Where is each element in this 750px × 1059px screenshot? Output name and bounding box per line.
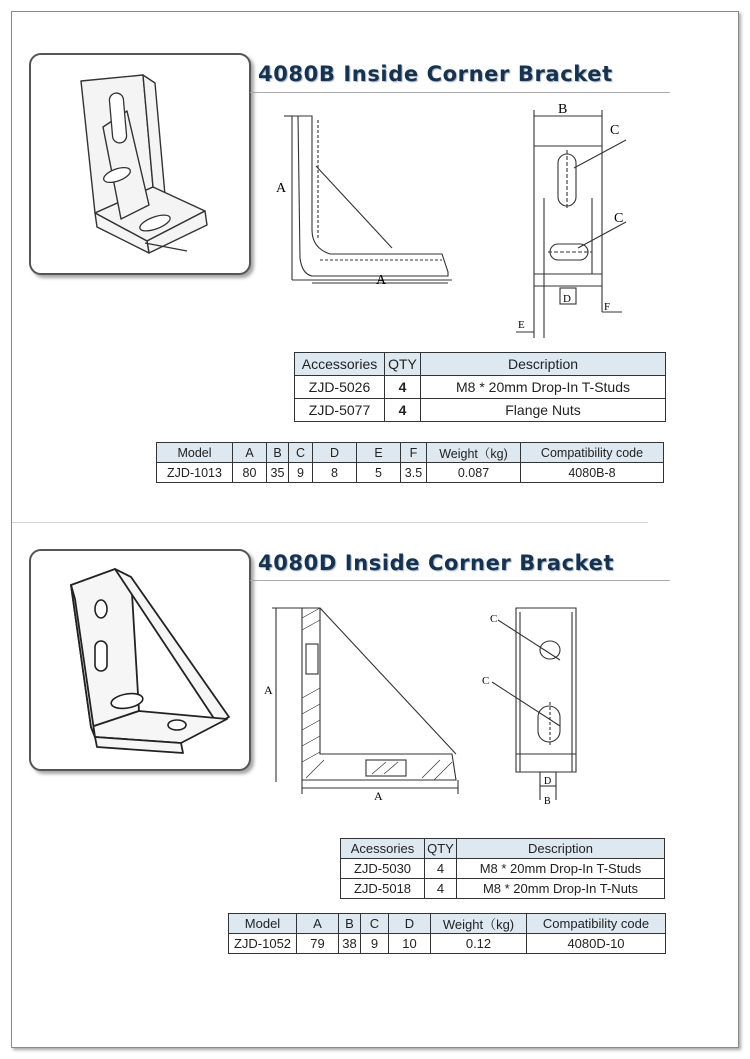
spec-cell: 80 — [233, 463, 267, 483]
dim-a-bottom: A — [376, 273, 387, 288]
spec-cell: 79 — [297, 934, 339, 954]
spec-header: D — [389, 914, 431, 934]
spec-header: B — [339, 914, 361, 934]
spec-cell: 8 — [313, 463, 357, 483]
dim-f: F — [604, 301, 611, 313]
table-row — [341, 859, 665, 879]
spec-header: C — [289, 443, 313, 463]
dim-c-lower-2: C — [482, 675, 490, 687]
table-row — [295, 399, 666, 422]
bracket-4080d-photo — [29, 549, 251, 771]
spec-cell: 4080B-8 — [521, 463, 664, 483]
dim-b-2: B — [544, 796, 551, 807]
spec-header: Compatibility code — [521, 443, 664, 463]
spec-cell: 38 — [339, 934, 361, 954]
section1-title: 4080B Inside Corner Bracket — [258, 62, 613, 86]
acc-cell: 4 — [385, 376, 421, 399]
acc-cell: 4 — [425, 879, 457, 899]
table-row — [229, 934, 666, 954]
spec-cell: 10 — [389, 934, 431, 954]
spec-header: Weight（kg) — [431, 914, 527, 934]
dim-c-lower: C — [614, 211, 624, 226]
spec-header: Compatibility code — [527, 914, 666, 934]
table-row — [295, 376, 666, 399]
acc-cell: ZJD-5030 — [341, 859, 425, 879]
acc-cell: ZJD-5018 — [341, 879, 425, 899]
accessories-table-4080b — [294, 352, 666, 422]
spec-cell: ZJD-1052 — [229, 934, 297, 954]
acc-header-accessories: Accessories — [295, 353, 385, 376]
dim-e: E — [518, 319, 525, 331]
dim-c-upper: C — [610, 123, 620, 138]
spec-cell: 9 — [361, 934, 389, 954]
acc-cell: 4 — [425, 859, 457, 879]
accessories-table-4080d — [340, 838, 665, 899]
bracket-4080b-front-drawing — [508, 98, 658, 342]
acc-cell: M8 * 20mm Drop-In T-Studs — [457, 859, 665, 879]
spec-header: Weight（kg) — [427, 443, 521, 463]
acc-header-qty: QTY — [385, 353, 421, 376]
spec-header: C — [361, 914, 389, 934]
dim-a-side-2: A — [264, 683, 273, 697]
spec-cell: 0.087 — [427, 463, 521, 483]
acc-cell: ZJD-5077 — [295, 399, 385, 422]
bracket-4080b-photo — [29, 53, 251, 275]
table-row — [341, 879, 665, 899]
section2-title-rule — [250, 580, 670, 581]
spec-header: Model — [157, 443, 233, 463]
acc-header-qty: QTY — [425, 839, 457, 859]
spec-table-4080b — [156, 442, 664, 483]
section2-title: 4080D Inside Corner Bracket — [258, 551, 615, 575]
spec-header: B — [267, 443, 289, 463]
dim-b: B — [558, 102, 568, 117]
spec-header: A — [297, 914, 339, 934]
acc-header-accessories: Acessories — [341, 839, 425, 859]
acc-header-description: Description — [421, 353, 666, 376]
dim-d: D — [563, 293, 571, 305]
spec-cell: 9 — [289, 463, 313, 483]
table-row — [157, 463, 664, 483]
dim-d-2: D — [544, 776, 552, 787]
spec-header: Model — [229, 914, 297, 934]
spec-header: D — [313, 443, 357, 463]
bracket-4080b-side-drawing — [272, 108, 468, 288]
acc-cell: M8 * 20mm Drop-In T-Nuts — [457, 879, 665, 899]
section1-title-rule — [250, 92, 670, 93]
bracket-4080d-side-drawing — [262, 604, 468, 804]
spec-cell: 0.12 — [431, 934, 527, 954]
spec-cell: 4080D-10 — [527, 934, 666, 954]
acc-header-description: Description — [457, 839, 665, 859]
spec-header: F — [401, 443, 427, 463]
section-divider — [12, 522, 648, 523]
bracket-4080d-front-drawing — [476, 604, 596, 810]
spec-table-4080d — [228, 913, 666, 954]
acc-cell: 4 — [385, 399, 421, 422]
acc-cell: ZJD-5026 — [295, 376, 385, 399]
spec-header: E — [357, 443, 401, 463]
spec-cell: 3.5 — [401, 463, 427, 483]
dim-a-bottom-2: A — [374, 789, 383, 803]
dim-c-upper-2: C — [490, 613, 498, 625]
acc-cell: Flange Nuts — [421, 399, 666, 422]
spec-header: A — [233, 443, 267, 463]
dim-a-side: A — [276, 181, 287, 196]
spec-cell: 5 — [357, 463, 401, 483]
spec-cell: ZJD-1013 — [157, 463, 233, 483]
spec-cell: 35 — [267, 463, 289, 483]
acc-cell: M8 * 20mm Drop-In T-Studs — [421, 376, 666, 399]
